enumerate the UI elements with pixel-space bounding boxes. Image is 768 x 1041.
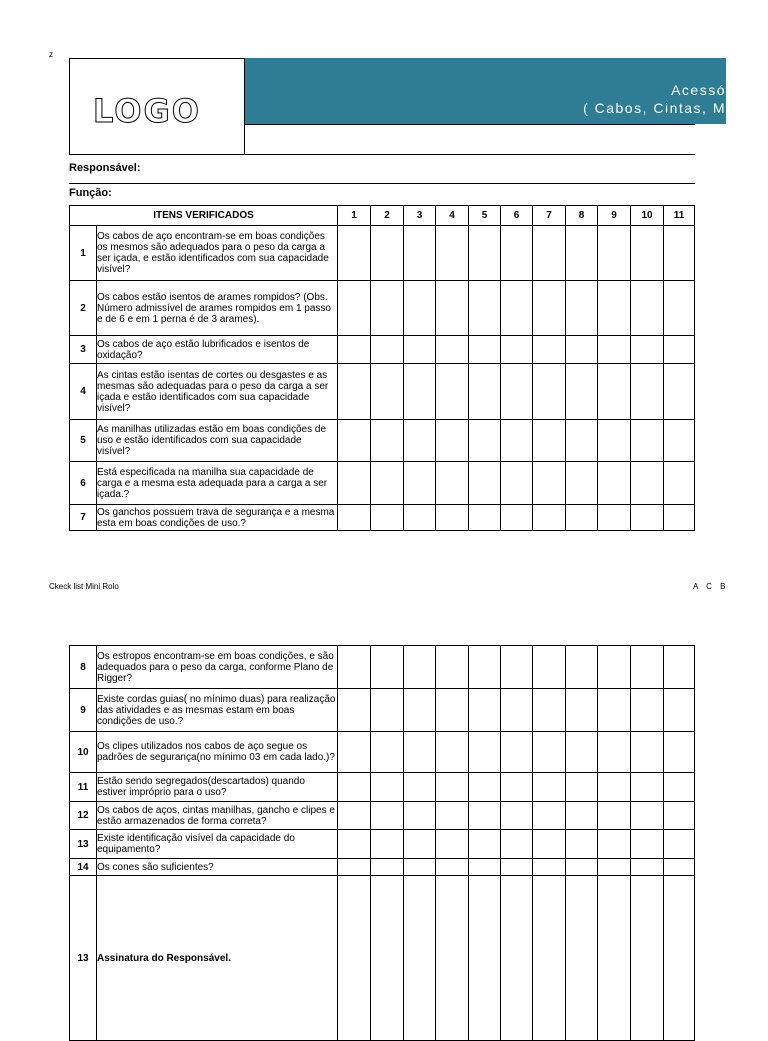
check-cell[interactable] bbox=[469, 802, 501, 830]
check-cell[interactable] bbox=[598, 226, 631, 281]
check-cell[interactable] bbox=[598, 646, 631, 689]
check-cell[interactable] bbox=[338, 773, 371, 802]
table-row bbox=[70, 689, 695, 732]
column-header: 4 bbox=[436, 206, 469, 226]
check-cell[interactable] bbox=[566, 462, 598, 505]
check-cell[interactable] bbox=[371, 364, 404, 420]
check-cell[interactable] bbox=[566, 802, 598, 830]
check-cell[interactable] bbox=[566, 420, 598, 462]
check-cell[interactable] bbox=[501, 462, 533, 505]
check-cell[interactable] bbox=[404, 646, 436, 689]
item-text: Existe identificação visível da capacidade do equipamento? bbox=[97, 830, 338, 859]
item-number: 9 bbox=[70, 689, 97, 732]
check-cell[interactable] bbox=[631, 773, 664, 802]
responsavel-label: Responsável: bbox=[69, 162, 141, 174]
check-cell[interactable] bbox=[404, 462, 436, 505]
signature-cell[interactable] bbox=[598, 876, 631, 1041]
check-cell[interactable] bbox=[631, 646, 664, 689]
check-cell[interactable] bbox=[533, 773, 566, 802]
check-cell[interactable] bbox=[469, 505, 501, 531]
check-cell[interactable] bbox=[469, 689, 501, 732]
table-row bbox=[70, 646, 695, 689]
check-cell[interactable] bbox=[631, 689, 664, 732]
check-cell[interactable] bbox=[404, 226, 436, 281]
check-cell[interactable] bbox=[501, 773, 533, 802]
check-cell[interactable] bbox=[404, 773, 436, 802]
check-cell[interactable] bbox=[371, 336, 404, 364]
signature-row bbox=[70, 876, 695, 1041]
footer-code: A C B bbox=[693, 582, 729, 591]
check-cell[interactable] bbox=[501, 336, 533, 364]
header-border bbox=[69, 154, 695, 155]
check-cell[interactable] bbox=[533, 226, 566, 281]
check-cell[interactable] bbox=[598, 802, 631, 830]
funcao-label: Função: bbox=[69, 187, 112, 199]
check-cell[interactable] bbox=[469, 226, 501, 281]
check-cell[interactable] bbox=[598, 732, 631, 773]
footer-document-name: Ckeck list Mini Rolo bbox=[49, 582, 119, 591]
check-cell[interactable] bbox=[404, 830, 436, 859]
item-number: 6 bbox=[70, 462, 97, 505]
title-line-2: ( Cabos, Cintas, M bbox=[583, 100, 726, 116]
signature-cell[interactable] bbox=[371, 876, 404, 1041]
check-cell[interactable] bbox=[371, 830, 404, 859]
check-cell[interactable] bbox=[469, 773, 501, 802]
check-cell[interactable] bbox=[664, 830, 695, 859]
check-cell[interactable] bbox=[566, 689, 598, 732]
table-row bbox=[70, 732, 695, 773]
item-number: 2 bbox=[70, 281, 97, 336]
item-text: Estão sendo segregados(descartados) quando estiver impróprio para o uso? bbox=[97, 773, 338, 802]
signature-cell[interactable] bbox=[436, 876, 469, 1041]
check-cell[interactable] bbox=[598, 689, 631, 732]
item-text: Existe cordas guias( no mínimo duas) para realização das atividades e as mesmas estam em boas condições de uso.? bbox=[97, 689, 338, 732]
check-cell[interactable] bbox=[469, 364, 501, 420]
items-header: ITENS VERIFICADOS bbox=[70, 206, 338, 226]
check-cell[interactable] bbox=[338, 226, 371, 281]
check-cell[interactable] bbox=[469, 281, 501, 336]
check-cell[interactable] bbox=[501, 859, 533, 876]
signature-cell[interactable] bbox=[501, 876, 533, 1041]
check-cell[interactable] bbox=[338, 336, 371, 364]
check-cell[interactable] bbox=[371, 859, 404, 876]
table-row bbox=[70, 830, 695, 859]
check-cell[interactable] bbox=[631, 281, 664, 336]
check-cell[interactable] bbox=[566, 773, 598, 802]
check-cell[interactable] bbox=[533, 462, 566, 505]
check-cell[interactable] bbox=[338, 462, 371, 505]
check-cell[interactable] bbox=[404, 859, 436, 876]
check-cell[interactable] bbox=[598, 281, 631, 336]
check-cell[interactable] bbox=[598, 336, 631, 364]
table-row bbox=[70, 281, 695, 336]
check-cell[interactable] bbox=[664, 364, 695, 420]
check-cell[interactable] bbox=[436, 281, 469, 336]
check-cell[interactable] bbox=[598, 364, 631, 420]
check-cell[interactable] bbox=[371, 732, 404, 773]
header-divider bbox=[245, 124, 695, 125]
check-cell[interactable] bbox=[371, 689, 404, 732]
check-cell[interactable] bbox=[371, 281, 404, 336]
check-cell[interactable] bbox=[404, 281, 436, 336]
check-cell[interactable] bbox=[631, 462, 664, 505]
header-border bbox=[69, 58, 245, 59]
check-cell[interactable] bbox=[566, 281, 598, 336]
check-cell[interactable] bbox=[436, 802, 469, 830]
item-number: 7 bbox=[70, 505, 97, 531]
item-number: 3 bbox=[70, 336, 97, 364]
check-cell[interactable] bbox=[338, 689, 371, 732]
table-header-row bbox=[70, 206, 695, 226]
item-text: Os cabos de aços, cintas manilhas, gancho e clipes e estão armazenados de forma correta? bbox=[97, 802, 338, 830]
item-text: Os cones são suficientes? bbox=[97, 859, 338, 876]
check-cell[interactable] bbox=[566, 646, 598, 689]
column-header: 8 bbox=[566, 206, 598, 226]
check-cell[interactable] bbox=[598, 859, 631, 876]
check-cell[interactable] bbox=[371, 802, 404, 830]
check-cell[interactable] bbox=[631, 336, 664, 364]
check-cell[interactable] bbox=[664, 420, 695, 462]
table-row bbox=[70, 364, 695, 420]
column-header: 10 bbox=[631, 206, 664, 226]
column-header: 9 bbox=[598, 206, 631, 226]
check-cell[interactable] bbox=[501, 420, 533, 462]
signature-cell[interactable] bbox=[404, 876, 436, 1041]
logo: LOGO bbox=[93, 92, 201, 130]
item-text: Os cabos estão isentos de arames rompidos? (Obs. Número admissível de arames rompidos em 1 passo e de 6 e em 1 perna é de 3 arames). bbox=[97, 281, 338, 336]
check-cell[interactable] bbox=[338, 830, 371, 859]
item-number: 13 bbox=[70, 830, 97, 859]
check-cell[interactable] bbox=[371, 226, 404, 281]
check-cell[interactable] bbox=[566, 732, 598, 773]
check-cell[interactable] bbox=[338, 281, 371, 336]
check-cell[interactable] bbox=[664, 773, 695, 802]
check-cell[interactable] bbox=[533, 689, 566, 732]
table-row bbox=[70, 462, 695, 505]
check-cell[interactable] bbox=[469, 462, 501, 505]
table-row bbox=[70, 226, 695, 281]
signature-cell[interactable] bbox=[338, 876, 371, 1041]
check-cell[interactable] bbox=[631, 505, 664, 531]
check-cell[interactable] bbox=[404, 689, 436, 732]
item-number: 1 bbox=[70, 226, 97, 281]
check-cell[interactable] bbox=[404, 505, 436, 531]
signature-cell[interactable] bbox=[631, 876, 664, 1041]
item-number: 11 bbox=[70, 773, 97, 802]
table-row bbox=[70, 802, 695, 830]
check-cell[interactable] bbox=[598, 462, 631, 505]
check-cell[interactable] bbox=[598, 830, 631, 859]
item-number: 14 bbox=[70, 859, 97, 876]
check-cell[interactable] bbox=[533, 646, 566, 689]
table-row bbox=[70, 336, 695, 364]
item-text: Os cabos de aço estão lubrificados e isentos de oxidação? bbox=[97, 336, 338, 364]
check-cell[interactable] bbox=[631, 802, 664, 830]
check-cell[interactable] bbox=[664, 505, 695, 531]
check-cell[interactable] bbox=[664, 226, 695, 281]
column-header: 2 bbox=[371, 206, 404, 226]
check-cell[interactable] bbox=[371, 505, 404, 531]
check-cell[interactable] bbox=[598, 505, 631, 531]
item-number: 13 bbox=[70, 876, 97, 1041]
check-cell[interactable] bbox=[338, 420, 371, 462]
header-border bbox=[69, 58, 70, 155]
column-header: 3 bbox=[404, 206, 436, 226]
check-cell[interactable] bbox=[338, 859, 371, 876]
check-cell[interactable] bbox=[631, 732, 664, 773]
title-banner bbox=[245, 58, 726, 124]
signature-cell[interactable] bbox=[664, 876, 695, 1041]
check-cell[interactable] bbox=[533, 364, 566, 420]
check-cell[interactable] bbox=[501, 281, 533, 336]
table-row bbox=[70, 420, 695, 462]
check-cell[interactable] bbox=[533, 420, 566, 462]
check-cell[interactable] bbox=[469, 646, 501, 689]
corner-mark: z bbox=[49, 50, 53, 59]
check-cell[interactable] bbox=[533, 505, 566, 531]
check-cell[interactable] bbox=[404, 336, 436, 364]
check-cell[interactable] bbox=[436, 732, 469, 773]
check-cell[interactable] bbox=[664, 646, 695, 689]
check-cell[interactable] bbox=[371, 420, 404, 462]
check-cell[interactable] bbox=[501, 646, 533, 689]
check-cell[interactable] bbox=[566, 859, 598, 876]
check-cell[interactable] bbox=[469, 732, 501, 773]
check-cell[interactable] bbox=[631, 420, 664, 462]
check-cell[interactable] bbox=[501, 830, 533, 859]
check-cell[interactable] bbox=[664, 732, 695, 773]
check-cell[interactable] bbox=[533, 281, 566, 336]
check-cell[interactable] bbox=[501, 689, 533, 732]
signature-label: Assinatura do Responsável. bbox=[97, 876, 338, 1041]
item-text: Está especificada na manilha sua capacidade de carga e a mesma esta adequada para a carga a ser içada.? bbox=[97, 462, 338, 505]
check-cell[interactable] bbox=[469, 336, 501, 364]
table-row bbox=[70, 505, 695, 531]
item-text: As cintas estão isentas de cortes ou desgastes e as mesmas são adequadas para o peso da carga a ser içada e estão identificados com sua capacidade visível? bbox=[97, 364, 338, 420]
title-line-1: Acessó bbox=[671, 82, 726, 98]
check-cell[interactable] bbox=[436, 646, 469, 689]
column-header: 6 bbox=[501, 206, 533, 226]
check-cell[interactable] bbox=[664, 336, 695, 364]
check-cell[interactable] bbox=[436, 859, 469, 876]
check-cell[interactable] bbox=[501, 226, 533, 281]
check-cell[interactable] bbox=[371, 462, 404, 505]
check-cell[interactable] bbox=[338, 505, 371, 531]
check-cell[interactable] bbox=[371, 646, 404, 689]
check-cell[interactable] bbox=[404, 420, 436, 462]
check-cell[interactable] bbox=[436, 773, 469, 802]
check-cell[interactable] bbox=[631, 859, 664, 876]
check-cell[interactable] bbox=[501, 732, 533, 773]
check-cell[interactable] bbox=[631, 830, 664, 859]
check-cell[interactable] bbox=[566, 226, 598, 281]
signature-cell[interactable] bbox=[566, 876, 598, 1041]
table-row bbox=[70, 859, 695, 876]
check-cell[interactable] bbox=[501, 364, 533, 420]
check-cell[interactable] bbox=[664, 462, 695, 505]
item-text: Os estropos encontram-se em boas condições, e são adequados para o peso da carga, conforme Plano de Rigger? bbox=[97, 646, 338, 689]
item-text: Os ganchos possuem trava de segurança e a mesma esta em boas condições de uso.? bbox=[97, 505, 338, 531]
column-header: 7 bbox=[533, 206, 566, 226]
check-cell[interactable] bbox=[566, 364, 598, 420]
check-cell[interactable] bbox=[436, 226, 469, 281]
signature-cell[interactable] bbox=[533, 876, 566, 1041]
item-text: Os clipes utilizados nos cabos de aço segue os padrões de segurança(no mínimo 03 em cada lado.)? bbox=[97, 732, 338, 773]
check-cell[interactable] bbox=[436, 689, 469, 732]
check-cell[interactable] bbox=[338, 732, 371, 773]
check-cell[interactable] bbox=[404, 732, 436, 773]
check-cell[interactable] bbox=[436, 336, 469, 364]
check-cell[interactable] bbox=[566, 505, 598, 531]
item-number: 12 bbox=[70, 802, 97, 830]
column-header: 11 bbox=[664, 206, 695, 226]
check-cell[interactable] bbox=[338, 802, 371, 830]
check-cell[interactable] bbox=[469, 420, 501, 462]
check-cell[interactable] bbox=[533, 859, 566, 876]
check-cell[interactable] bbox=[533, 732, 566, 773]
check-cell[interactable] bbox=[338, 364, 371, 420]
check-cell[interactable] bbox=[664, 689, 695, 732]
check-cell[interactable] bbox=[436, 420, 469, 462]
check-cell[interactable] bbox=[501, 505, 533, 531]
check-cell[interactable] bbox=[436, 505, 469, 531]
item-number: 8 bbox=[70, 646, 97, 689]
check-cell[interactable] bbox=[533, 802, 566, 830]
check-cell[interactable] bbox=[631, 226, 664, 281]
item-number: 10 bbox=[70, 732, 97, 773]
check-cell[interactable] bbox=[533, 336, 566, 364]
check-cell[interactable] bbox=[533, 830, 566, 859]
responsavel-line bbox=[69, 183, 695, 184]
item-text: As manilhas utilizadas estão em boas condições de uso e estão identificados com sua capacidade visível? bbox=[97, 420, 338, 462]
item-number: 5 bbox=[70, 420, 97, 462]
check-cell[interactable] bbox=[598, 420, 631, 462]
item-text: Os cabos de aço encontram-se em boas condições os mesmos são adequados para o peso da carga a ser içada, e estão identificados com sua capacidade visível? bbox=[97, 226, 338, 281]
check-cell[interactable] bbox=[598, 773, 631, 802]
check-cell[interactable] bbox=[566, 830, 598, 859]
check-cell[interactable] bbox=[371, 773, 404, 802]
checklist-table-page-2 bbox=[69, 645, 695, 1041]
check-cell[interactable] bbox=[436, 364, 469, 420]
column-header: 5 bbox=[469, 206, 501, 226]
check-cell[interactable] bbox=[338, 646, 371, 689]
check-cell[interactable] bbox=[469, 830, 501, 859]
check-cell[interactable] bbox=[436, 462, 469, 505]
checklist-table-page-1 bbox=[69, 205, 695, 531]
check-cell[interactable] bbox=[404, 802, 436, 830]
document-header bbox=[69, 58, 768, 155]
column-header: 1 bbox=[338, 206, 371, 226]
item-number: 4 bbox=[70, 364, 97, 420]
signature-cell[interactable] bbox=[469, 876, 501, 1041]
check-cell[interactable] bbox=[404, 364, 436, 420]
check-cell[interactable] bbox=[501, 802, 533, 830]
table-row bbox=[70, 773, 695, 802]
check-cell[interactable] bbox=[664, 281, 695, 336]
check-cell[interactable] bbox=[469, 859, 501, 876]
check-cell[interactable] bbox=[664, 859, 695, 876]
check-cell[interactable] bbox=[436, 830, 469, 859]
check-cell[interactable] bbox=[566, 336, 598, 364]
check-cell[interactable] bbox=[631, 364, 664, 420]
check-cell[interactable] bbox=[664, 802, 695, 830]
